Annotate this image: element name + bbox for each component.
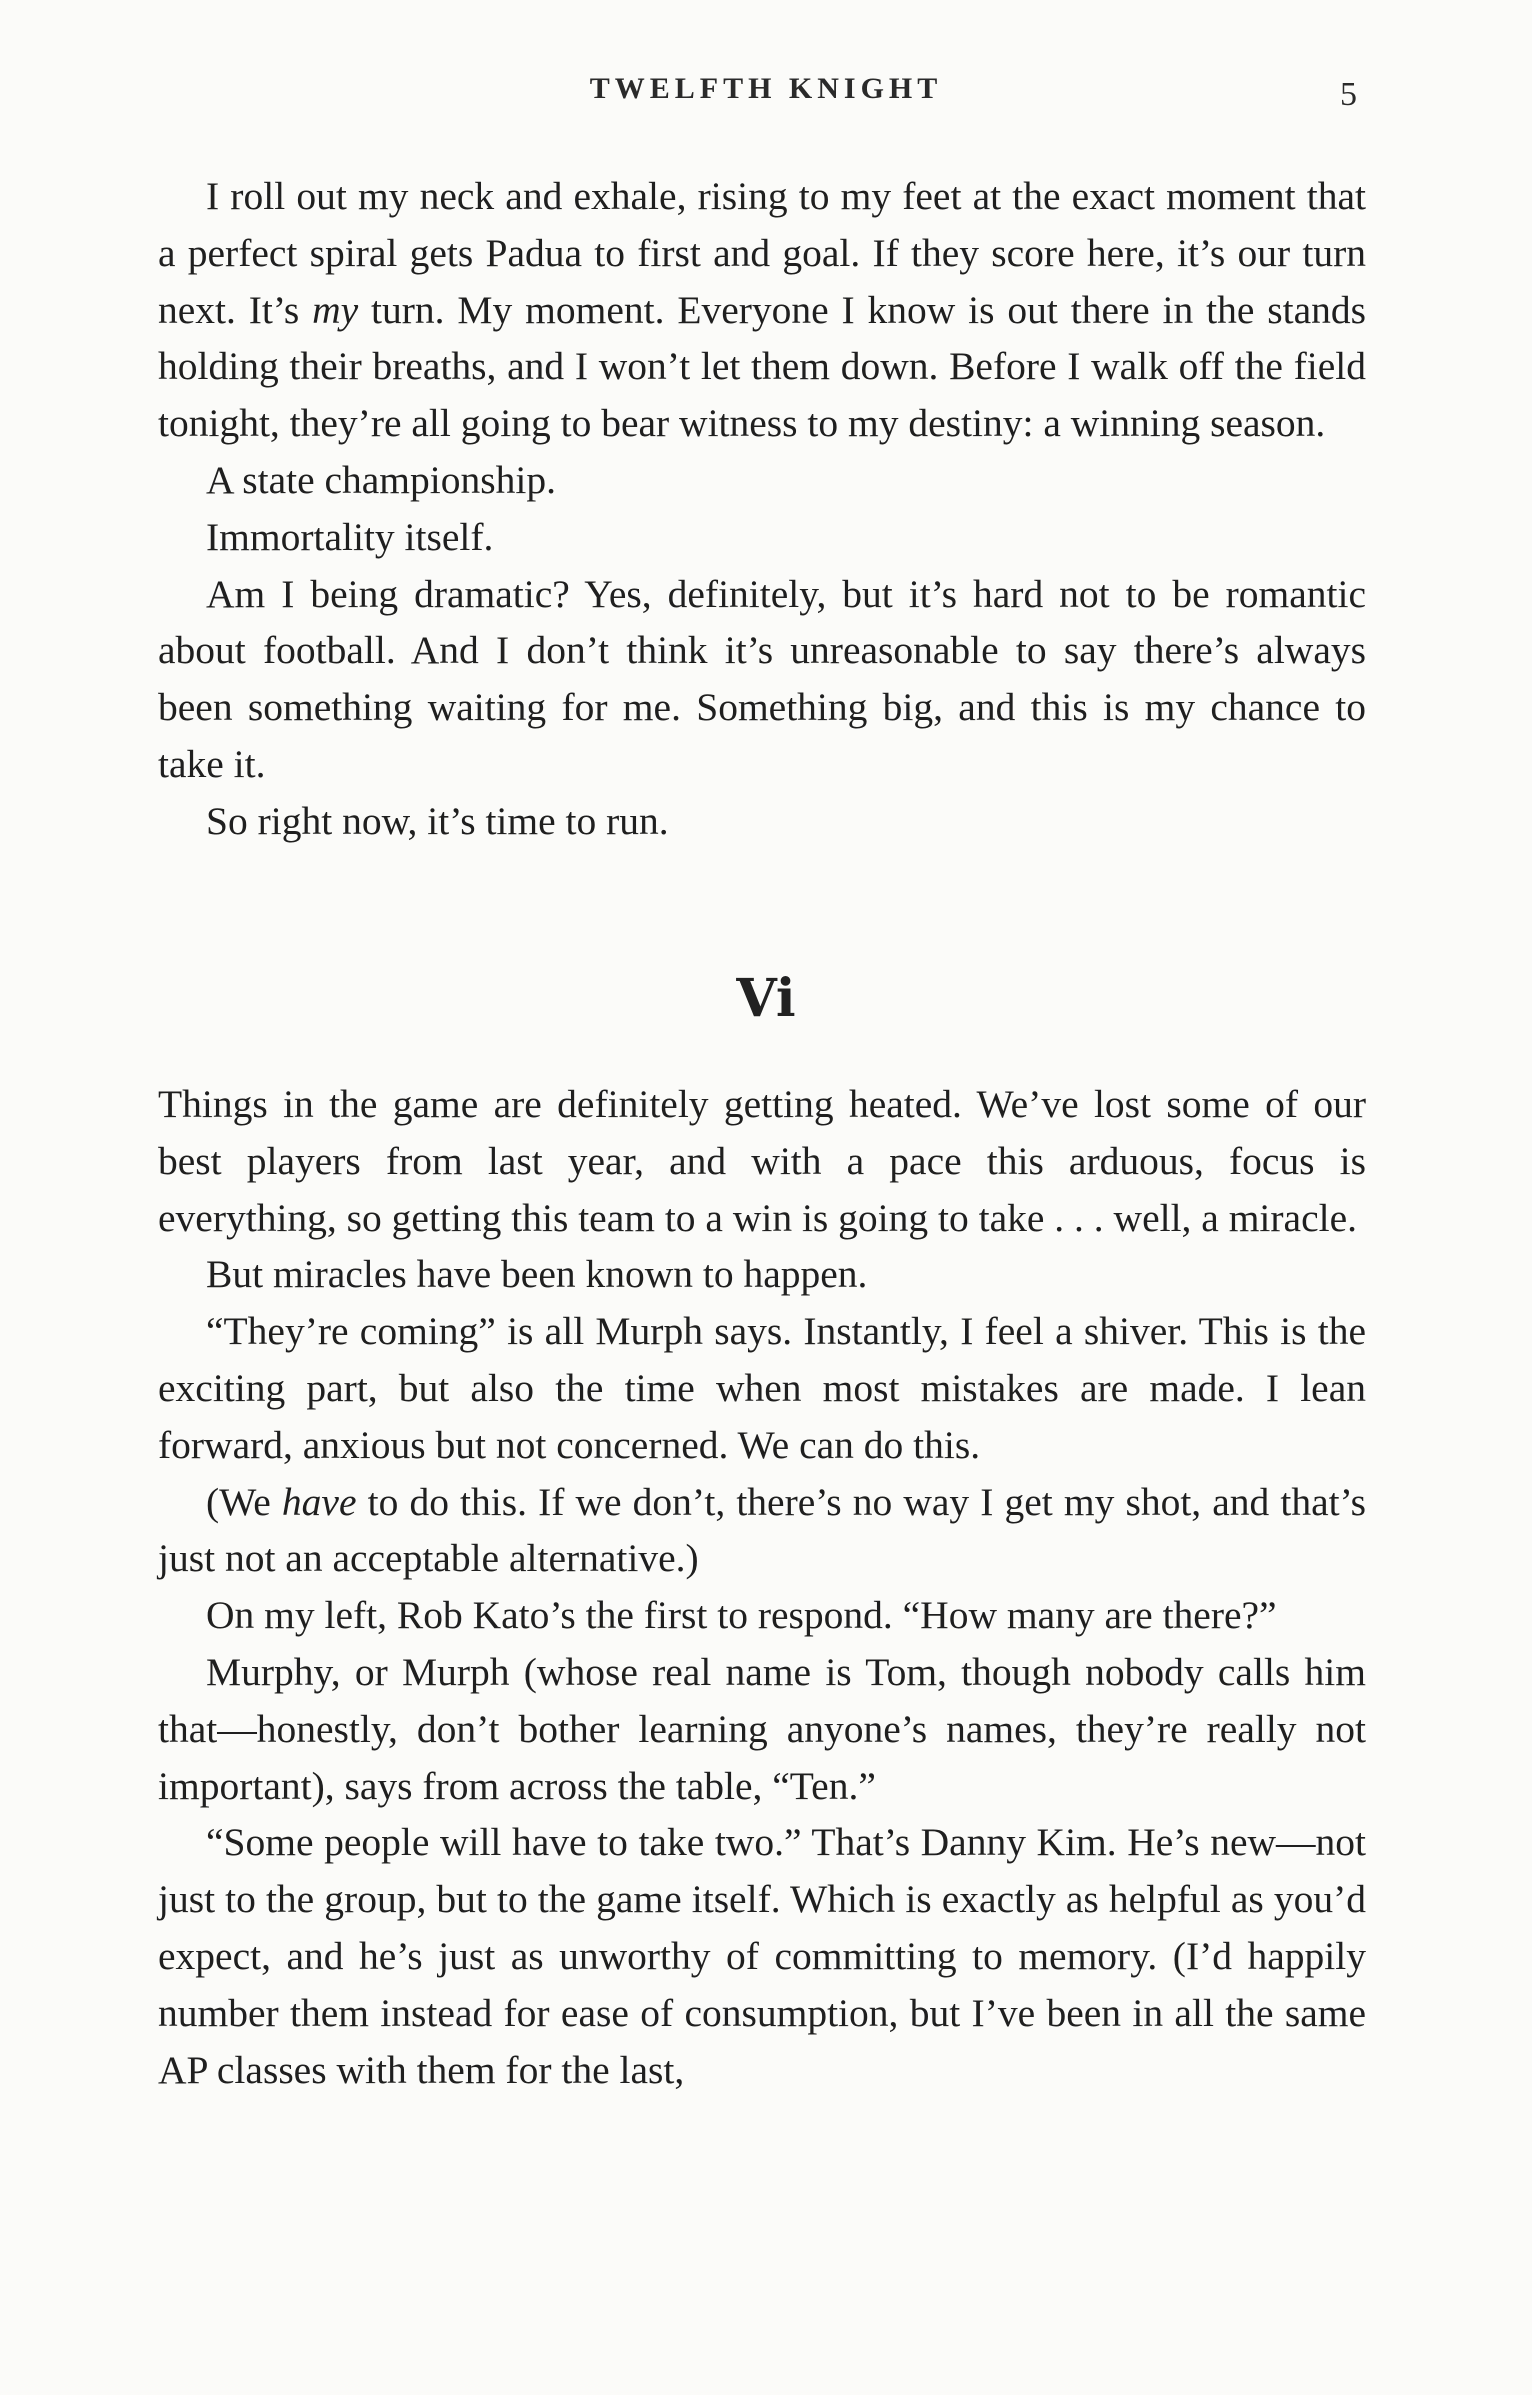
paragraph: But miracles have been known to happen.	[206, 1252, 868, 1297]
running-head: TWELFTH KNIGHT	[589, 72, 943, 105]
paragraph: “They’re coming” is all Murph says. Instantly, I feel a shiver. This is the exciting part, but also the time when most mistakes are made. I lean forward, anxious but not concerned. We can do this.	[158, 1309, 1366, 1467]
emphasis: have	[281, 1479, 357, 1524]
text-block-top	[158, 168, 1366, 850]
paragraph: A state championship.	[206, 457, 556, 502]
page-number: 5	[1340, 76, 1357, 113]
paragraph: Immortality itself.	[206, 514, 494, 559]
paragraph: Am I being dramatic? Yes, definitely, but it’s hard not to be romantic about football. And I don’t think it’s unreasonable to say there’s always been something waiting for me. Something big, and this is my chance to take it.	[158, 571, 1366, 786]
paragraph: Murphy, or Murph (whose real name is Tom, though nobody calls him that—honestly, don’t bother learning anyone’s names, they’re really not important), says from across the table, “Ten.”	[158, 1649, 1366, 1808]
paragraph: I roll out my neck and exhale, rising to my feet at the exact moment that a perfect spiral gets Padua to first and goal. If they score here, it’s our turn next. It’s my turn. My moment. Everyone I know is out there in the stands holding their breaths, and I won’t let them down. Before I walk off the field tonight, they’re all going to bear witness to my destiny: a winning season.	[158, 174, 1366, 446]
paragraph: “Some people will have to take two.” That’s Danny Kim. He’s new—not just to the group, but to the game itself. Which is exactly as helpful as you’d expect, and he’s just as unworthy of committing to memory. (I’d happily number them instead for ease of consumption, but I’ve been in all the same AP classes with them for the last,	[158, 1820, 1366, 2092]
emphasis: my	[312, 287, 359, 332]
paragraph: On my left, Rob Kato’s the first to respond. “How many are there?”	[206, 1593, 1277, 1638]
paragraph: Things in the game are definitely getting heated. We’ve lost some of our best players from last year, and with a pace this arduous, focus is everything, so getting this team to a win is going to take . . . well, a miracle.	[158, 1082, 1366, 1240]
paragraph: (We have to do this. If we don’t, there’s no way I get my shot, and that’s just not an acceptable alternative.)	[158, 1479, 1366, 1581]
paragraph: So right now, it’s time to run.	[206, 798, 669, 843]
section-break-ornament: Vi	[736, 968, 796, 1029]
text-block-bottom	[158, 1076, 1366, 2098]
